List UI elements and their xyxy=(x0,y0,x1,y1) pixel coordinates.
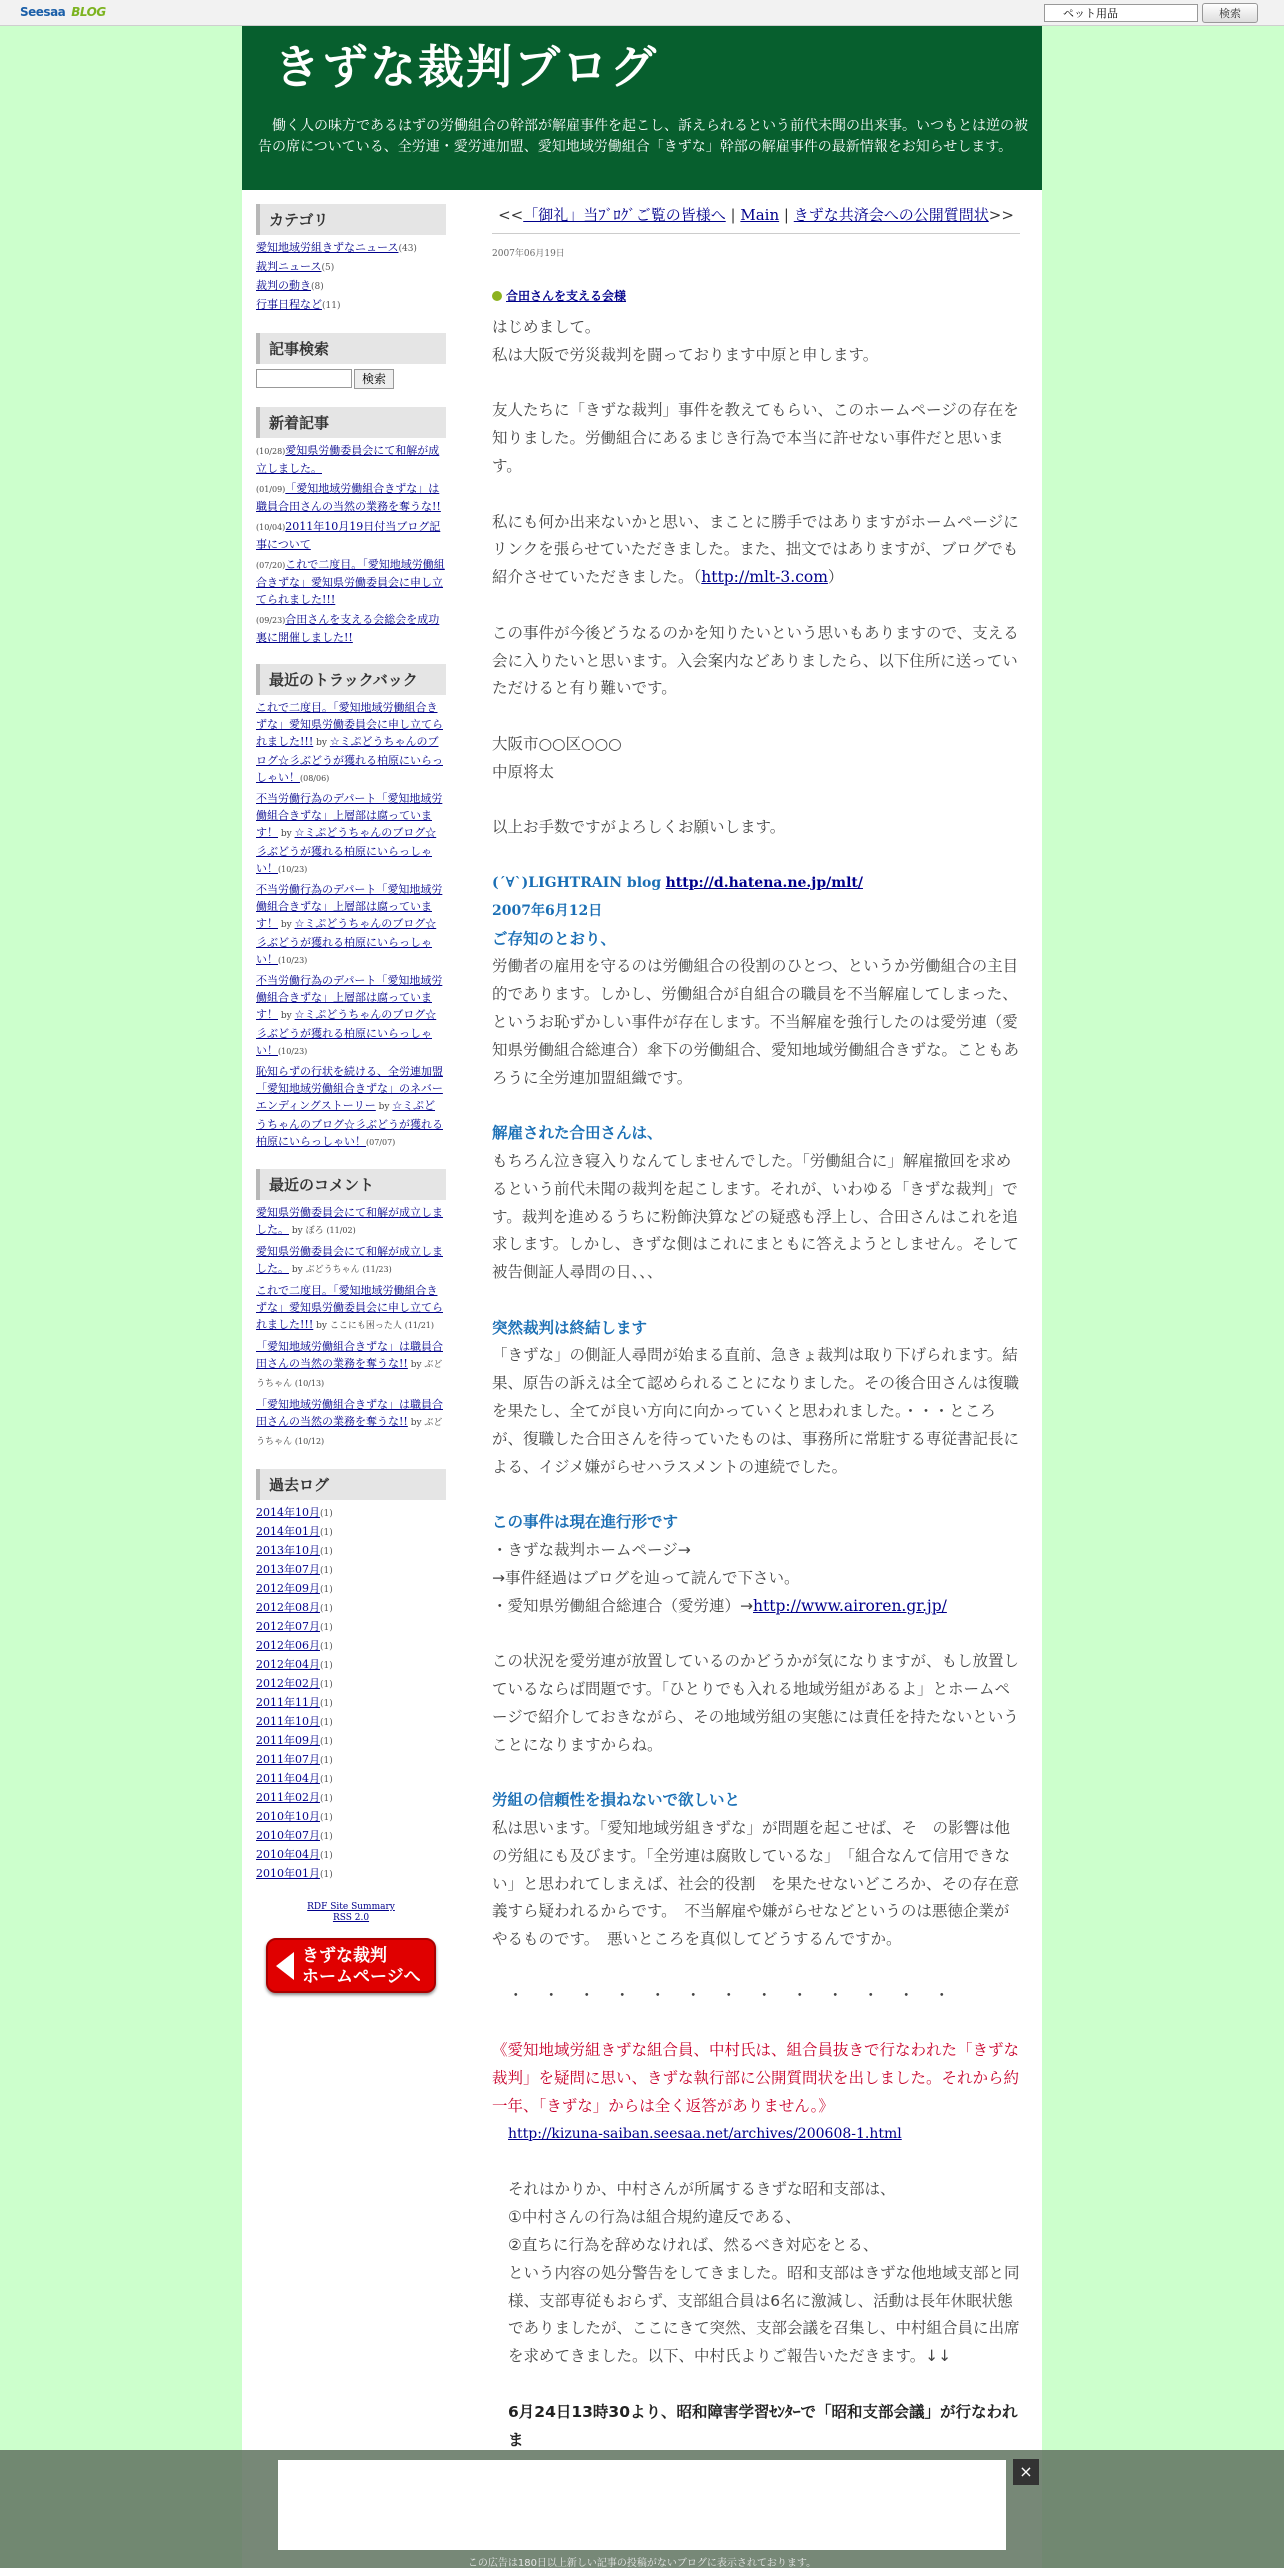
paragraph: それはかりか、中村さんが所属するきずな昭和支部は、 ①中村さんの行為は組合規約違反である、 ②直ちに行為を辞めなければ、然るべき対応をとる、 という内容の処分警告をしてきました。昭和支部はきずな他地域支部と同様、支部専従もおらず、支部組合員は6名に激減し、活動は長年休眠状態でありましたが、ここにきて突然、支部会議を召集し、中村組合員に出席を求めてきました。以下、中村氏よりご報告いただきます。↓↓ xyxy=(508,2180,1020,2366)
archive-item xyxy=(256,1504,446,1523)
archive-link[interactable]: 2011年04月 xyxy=(256,1771,320,1785)
archive-item xyxy=(256,1732,446,1751)
comment-by: by ぶどうちゃん xyxy=(256,1417,443,1447)
trackback-link[interactable]: 不当労働行為のデパート「愛知地域労働組合きずな」上層部は腐っています！ xyxy=(256,973,443,1021)
feed-links xyxy=(256,1902,446,1924)
trackback-source-link[interactable]: ☆ミぷどうちゃんのブログ☆彡ぶどうが獲れる柏原にいらっしゃい！ xyxy=(256,1007,437,1057)
paragraph: この事件が今後どうなるのかを知りたいという思いもありますので、支える会に入りたいと思います。入会案内などありましたら、以下住所に送っていただけると有り難いです。 xyxy=(492,623,1019,698)
archive-link[interactable]: 2010年07月 xyxy=(256,1828,320,1842)
blog-description: 働く人の味方であるはずの労働組合の幹部が解雇事件を起こし、訴えられるという前代未聞の出来事。いつもとは逆の被告の席についている、全労連・愛労連加盟、愛知地域労働組合「きずな」幹部の解雇事件の最新情報をお知らせします。 xyxy=(258,118,1028,155)
comment-link[interactable]: 愛知県労働委員会にて和解が成立しました。 xyxy=(256,1205,443,1236)
list-item: ・愛知県労働組合総連合（愛労連）→http://www.airoren.gr.jp/ xyxy=(492,1596,947,1615)
comment-by: by ぶどうちゃん xyxy=(289,1264,363,1275)
seesaa-blog-logo[interactable]: Seesaa BLOG xyxy=(20,5,106,19)
comment-item xyxy=(256,1282,446,1335)
post-date: (07/20) xyxy=(256,560,286,570)
archive-link[interactable]: 2012年04月 xyxy=(256,1657,320,1671)
archive-item xyxy=(256,1542,446,1561)
trackback-item xyxy=(256,881,446,969)
list-item: ・きずな裁判ホームページ→ xyxy=(492,1541,691,1560)
trackback-date: (10/23) xyxy=(278,864,308,874)
category-item xyxy=(256,277,446,296)
banner-line1: きずな裁判 xyxy=(302,1945,387,1966)
archive-item xyxy=(256,1561,446,1580)
archive-link[interactable]: 2012年02月 xyxy=(256,1676,320,1690)
category-list xyxy=(256,239,446,315)
post-date: 2007年06月19日 xyxy=(492,249,565,259)
paragraph: 私は思います。「愛知地域労組きずな」が問題を起こせば、そ の影響は他の労組にも及びます。「全労連は腐敗しているな」 「組合なんて信用できない」と思われてしまえば、社会的役割 を果たせないどころか、その存在意義すら疑われるからです。 不当解雇や嫌がらせなどというのは悪徳企業がやるものです。 悪いところを真似してどうするんですか。 xyxy=(492,1819,1020,1949)
trackback-source-link[interactable]: ☆ミぷどうちゃんのブログ☆彡ぶどうが獲れる柏原にいらっしゃい！ xyxy=(256,825,437,875)
category-count: (5) xyxy=(321,263,335,273)
close-icon[interactable]: × xyxy=(1013,2459,1039,2485)
side-search-button[interactable]: 検索 xyxy=(354,369,394,389)
section-heading: 解雇された合田さんは、 xyxy=(492,1124,663,1143)
archive-count: (1) xyxy=(320,1641,333,1652)
trackback-item xyxy=(256,699,446,787)
airoren-link[interactable]: http://www.airoren.gr.jp/ xyxy=(753,1596,947,1615)
archive-link[interactable]: 2012年09月 xyxy=(256,1581,320,1595)
archive-item xyxy=(256,1675,446,1694)
section-heading: ご存知のとおり、 xyxy=(492,929,617,948)
top-search-button[interactable]: 検索 xyxy=(1202,3,1258,23)
trackback-by: by xyxy=(278,919,295,930)
top-toolbar xyxy=(0,0,1284,26)
ad-note: この広告は180日以上新しい記事の投稿がないブログに表示されております。 xyxy=(467,2558,817,2568)
paragraph: もちろん泣き寝入りなんてしませんでした。「労働組合に」解雇撤回を求めるという前代未聞の裁判を起こします。それが、いわゆる「きずな裁判」です。裁判を進めるうちに粉飾決算などの疑惑も浮上し、合田さんはこれを追求します。しかし、きずな側はこれにまともに答えようとしません。そして被告側証人尋問の日、、、 xyxy=(492,1151,1019,1282)
red-note: 《愛知地域労組きずな組合員、中村氏は、組合員抜きで行なわれた「きずな裁判」を疑問に思い、きずな執行部に公開質問状を出しました。それから約一年、「きずな」からは全く返答がありません。》 xyxy=(492,2041,1020,2115)
trackback-date: (10/23) xyxy=(278,955,308,965)
archive-count: (1) xyxy=(320,1793,333,1804)
archive-count: (1) xyxy=(320,1831,333,1842)
post-date: (09/23) xyxy=(256,615,286,625)
next-post-link[interactable]: きずな共済会への公開質問状 xyxy=(793,206,989,224)
rss-link[interactable]: RSS 2.0 xyxy=(332,1912,370,1923)
main-content xyxy=(492,204,1020,2454)
archive-item xyxy=(256,1770,446,1789)
comment-by: by ぼろ xyxy=(289,1225,327,1236)
recent-posts-list xyxy=(256,442,446,646)
category-item xyxy=(256,239,446,258)
trackback-item xyxy=(256,790,446,878)
comment-item xyxy=(256,1396,446,1451)
trackback-by: by xyxy=(313,737,330,748)
blog-title[interactable]: きずな裁判ブログ xyxy=(274,40,658,94)
entry-heading xyxy=(492,287,1020,304)
archive-count: (1) xyxy=(320,1755,333,1766)
archive-item xyxy=(256,1656,446,1675)
archives-box xyxy=(256,1469,446,1884)
paragraph: 以上お手数ですがよろしくお願いします。 xyxy=(492,818,786,837)
trackback-source-link[interactable]: ☆ミぷどうちゃんのブログ☆彡ぶどうが獲れる柏原にいらっしゃい！ xyxy=(256,734,443,784)
paragraph: はじめまして。 私は大阪で労災裁判を闘っております中原と申します。 xyxy=(492,318,879,364)
section-heading: 突然裁判は終結します xyxy=(492,1318,648,1337)
post-date: (01/09) xyxy=(256,484,286,494)
recent-post-item xyxy=(256,611,446,646)
archive-count: (1) xyxy=(320,1717,333,1728)
page-container xyxy=(242,26,1042,2568)
trackback-date: (08/06) xyxy=(300,773,330,783)
archive-link[interactable]: 2010年01月 xyxy=(256,1866,320,1880)
trackback-by: by xyxy=(278,1010,295,1021)
archive-count: (1) xyxy=(320,1869,333,1880)
recent-posts-box xyxy=(256,407,446,646)
search-heading: 記事検索 xyxy=(256,333,446,364)
categories-box xyxy=(256,204,446,315)
archive-link[interactable]: 2011年10月 xyxy=(256,1714,320,1728)
search-box xyxy=(256,333,446,389)
recent-post-link[interactable]: 合田さんを支える会総会を成功裏に開催しました!! xyxy=(256,612,440,644)
category-link[interactable]: 行事日程など xyxy=(256,298,322,311)
recent-post-link[interactable]: 愛知県労働委員会にて和解が成立しました。 xyxy=(256,443,440,475)
comments-heading: 最近のコメント xyxy=(256,1169,446,1200)
trackback-link[interactable]: 不当労働行為のデパート「愛知地域労働組合きずな」上層部は腐っています！ xyxy=(256,882,443,930)
address: 大阪市○○区○○○ 中原将太 xyxy=(492,734,622,781)
archive-link[interactable]: 2014年10月 xyxy=(256,1505,320,1519)
archive-count: (1) xyxy=(320,1622,333,1633)
archive-link[interactable]: 2010年10月 xyxy=(256,1809,320,1823)
trackback-link[interactable]: 不当労働行為のデパート「愛知地域労働組合きずな」上層部は腐っています！ xyxy=(256,791,443,839)
category-item xyxy=(256,296,446,315)
recent-post-item xyxy=(256,556,446,608)
post-date: (10/28) xyxy=(256,446,286,456)
hatena-link[interactable]: http://d.hatena.ne.jp/mlt/ xyxy=(665,874,863,891)
archive-count: (1) xyxy=(320,1774,333,1785)
comment-link[interactable]: これで二度目。「愛知地域労働組合きずな」愛知県労働委員会に申し立てられました!!! xyxy=(256,1283,443,1331)
comment-link[interactable]: 「愛知地域労働組合きずな」は職員合田さんの当然の業務を奪うな!! xyxy=(256,1397,443,1428)
archive-link[interactable]: 2014年01月 xyxy=(256,1524,320,1538)
blog-header xyxy=(242,26,1042,190)
recent-post-item xyxy=(256,518,446,553)
archive-item xyxy=(256,1789,446,1808)
trackback-link[interactable]: これで二度目。「愛知地域労働組合きずな」愛知県労働委員会に申し立てられました!!! xyxy=(256,700,443,748)
trackback-source-link[interactable]: ☆ミぷどうちゃんのブログ☆彡ぶどうが獲れる柏原にいらっしゃい！ xyxy=(256,1098,443,1148)
banner-line2: ホームページへ xyxy=(302,1966,421,1987)
archive-count: (1) xyxy=(320,1508,333,1519)
paragraph: 労働者の雇用を守るのは労働組合の役割のひとつ、というか労働組合の主目的であります。しかし、労働組合が自組合の職員を不当解雇してしまった、というお恥ずかしい事件が存在します。不当解雇を強行したのは愛労連（愛知県労働組合総連合）傘下の労働組合、愛知地域労働組合きずな。こともあろうに全労連加盟組織です。 xyxy=(492,957,1020,1087)
trackback-by: by xyxy=(278,828,295,839)
archive-link[interactable]: 2011年02月 xyxy=(256,1790,320,1804)
recent-post-link[interactable]: 「愛知地域労働組合きずな」は職員合田さんの当然の業務を奪うな!! xyxy=(256,481,441,513)
comment-link[interactable]: 愛知県労働委員会にて和解が成立しました。 xyxy=(256,1244,443,1275)
archive-item xyxy=(256,1694,446,1713)
archive-item xyxy=(256,1618,446,1637)
archive-link[interactable]: 2012年08月 xyxy=(256,1600,320,1614)
archive-item xyxy=(256,1751,446,1770)
category-count: (43) xyxy=(398,244,417,254)
blog-label: (´∀`)LIGHTRAIN blog xyxy=(492,874,662,891)
archives-heading: 過去ログ xyxy=(256,1469,446,1500)
blog-date: 2007年6月12日 xyxy=(492,902,603,919)
paragraph: 友人たちに「きずな裁判」事件を教えてもらい、このホームページの存在を知りました。労働組合にあるまじき行為で本当に許せない事件だと思います。 xyxy=(492,401,1019,475)
list-item: →事件経過はブログを辿って読んで下さい。 xyxy=(492,1568,800,1587)
comments-list xyxy=(256,1204,446,1451)
category-item xyxy=(256,258,446,277)
trackbacks-box xyxy=(256,664,446,1151)
category-link[interactable]: 裁判の動き xyxy=(256,279,311,292)
archive-item xyxy=(256,1523,446,1542)
rdf-link[interactable]: RDF Site Summary xyxy=(307,1901,395,1912)
trackbacks-heading: 最近のトラックバック xyxy=(256,664,446,695)
archive-count: (1) xyxy=(320,1679,333,1690)
comment-item xyxy=(256,1338,446,1393)
paragraph: この状況を愛労連が放置しているのかどうかが気になりますが、もし放置しているならば問題です。「ひとりでも入れる地域労組があるよ」とホームページで紹介しておきながら、その地域労組の実態には責任を持たないということになりますからね。 xyxy=(492,1652,1020,1754)
recent-posts-heading: 新着記事 xyxy=(256,407,446,438)
trackback-date: (07/07) xyxy=(366,1137,396,1147)
trackback-item xyxy=(256,972,446,1060)
paragraph: 「きずな」の側証人尋問が始まる直前、急きょ裁判は取り下げられます。結果、原告の訴えは全て認められることになりました。その後合田さんは復職を果たし、全てが良い方向に向かっていくと思われました。・・・ところが、復職した合田さんを待っていたものは、事務所に常駐する専従書記長による、イジメ嫌がらせハラスメントの連続でした。 xyxy=(492,1346,1020,1476)
main-link[interactable]: Main xyxy=(740,206,780,224)
sidebar xyxy=(256,204,446,1993)
prev-post-link[interactable]: 「御礼」当ﾌﾞﾛｸﾞご覧の皆様へ xyxy=(523,206,726,224)
trackback-by: by xyxy=(375,1101,393,1112)
section-heading: 労組の信頼性を損ねないで欲しいと xyxy=(492,1791,741,1810)
arrow-left-icon xyxy=(276,1952,294,1980)
paragraph: 私にも何か出来ないかと思い、まことに勝手ではありますがホームページにリンクを張らせていただきました。また、拙文ではありますが、ブログでも紹介させていただきました。（http://mlt-3.com） xyxy=(492,512,1019,587)
archive-count: (1) xyxy=(320,1736,333,1747)
archive-count: (1) xyxy=(320,1565,333,1576)
bullet-icon xyxy=(492,291,502,301)
archive-list xyxy=(256,1504,446,1884)
homepage-banner[interactable] xyxy=(266,1938,436,1993)
recent-post-item xyxy=(256,442,446,477)
archive-item xyxy=(256,1713,446,1732)
category-count: (11) xyxy=(322,301,341,311)
divider-dots: ・・・・・・・・・・・・・ xyxy=(508,1985,970,2004)
comment-item xyxy=(256,1204,446,1240)
archive-link[interactable]: 2010年04月 xyxy=(256,1847,320,1861)
comment-by: by ここにも困った人 xyxy=(313,1320,405,1331)
archive-item xyxy=(256,1827,446,1846)
categories-heading: カテゴリ xyxy=(256,204,446,235)
comment-date: (10/13) xyxy=(294,1378,325,1388)
archive-item xyxy=(256,1637,446,1656)
comment-link[interactable]: 「愛知地域労働組合きずな」は職員合田さんの当然の業務を奪うな!! xyxy=(256,1339,443,1370)
comment-by: by ぶどうちゃん xyxy=(256,1359,443,1389)
trackback-source-link[interactable]: ☆ミぷどうちゃんのブログ☆彡ぶどうが獲れる柏原にいらっしゃい！ xyxy=(256,916,437,966)
category-link[interactable]: 裁判ニュース xyxy=(256,260,322,273)
ad-frame[interactable] xyxy=(278,2460,1006,2550)
archive-count: (1) xyxy=(320,1527,333,1538)
recent-post-item xyxy=(256,480,446,515)
post-navigation: <<「御礼」当ﾌﾞﾛｸﾞご覧の皆様へ | Main | きずな共済会への公開質問状>> xyxy=(492,204,1020,234)
trackback-link[interactable]: 恥知らずの行状を続ける、全労連加盟「愛知地域労働組合きずな」のネバーエンディングストーリー xyxy=(256,1064,443,1112)
archive-item xyxy=(256,1865,446,1884)
comment-date: (11/23) xyxy=(362,1264,392,1274)
section-heading: この事件は現在進行形です xyxy=(492,1513,679,1532)
archive-count: (1) xyxy=(320,1603,333,1614)
recent-post-link[interactable]: 2011年10月19日付当ブログ記事について xyxy=(256,519,441,551)
archive-link[interactable]: 2011年07月 xyxy=(256,1752,320,1766)
archive-link[interactable]: 2012年07月 xyxy=(256,1619,320,1633)
comment-date: (10/12) xyxy=(294,1436,325,1446)
top-search-input[interactable] xyxy=(1044,4,1198,22)
archive-count: (1) xyxy=(320,1660,333,1671)
archive-link[interactable]: http://kizuna-saiban.seesaa.net/archives/200608-1.html xyxy=(508,2125,902,2142)
archive-item xyxy=(256,1580,446,1599)
archive-item xyxy=(256,1599,446,1618)
archive-item xyxy=(256,1846,446,1865)
comment-date: (11/02) xyxy=(326,1225,356,1235)
post-date: (10/04) xyxy=(256,522,286,532)
trackback-item xyxy=(256,1063,446,1151)
archive-count: (1) xyxy=(320,1698,333,1709)
archive-link[interactable]: 2013年07月 xyxy=(256,1562,320,1576)
archive-link[interactable]: 2011年11月 xyxy=(256,1695,320,1709)
archive-link[interactable]: 2013年10月 xyxy=(256,1543,320,1557)
category-count: (8) xyxy=(311,282,324,292)
archive-link[interactable]: 2012年06月 xyxy=(256,1638,320,1652)
comment-date: (11/21) xyxy=(404,1320,434,1330)
entry-title-link[interactable]: 合田さんを支える会様 xyxy=(506,289,627,303)
trackbacks-list xyxy=(256,699,446,1151)
trackback-date: (10/23) xyxy=(278,1046,308,1056)
mlt-link[interactable]: http://mlt-3.com xyxy=(701,568,828,587)
archive-item xyxy=(256,1808,446,1827)
entry-body xyxy=(492,314,1020,2454)
side-search-input[interactable] xyxy=(256,369,352,388)
archive-count: (1) xyxy=(320,1850,333,1861)
ad-overlay xyxy=(0,2450,1284,2568)
archive-count: (1) xyxy=(320,1546,333,1557)
category-link[interactable]: 愛知地域労組きずなニュース xyxy=(256,241,399,254)
archive-count: (1) xyxy=(320,1584,333,1595)
archive-link[interactable]: 2011年09月 xyxy=(256,1733,320,1747)
comment-item xyxy=(256,1243,446,1279)
comments-box xyxy=(256,1169,446,1451)
archive-count: (1) xyxy=(320,1812,333,1823)
meeting-line: 6月24日13時30より、昭和障害学習ｾﾝﾀｰで「昭和支部会議」が行なわれま xyxy=(508,2402,1018,2449)
recent-post-link[interactable]: これで二度目。「愛知地域労働組合きずな」愛知県労働委員会に申し立てられました!!! xyxy=(256,557,445,606)
